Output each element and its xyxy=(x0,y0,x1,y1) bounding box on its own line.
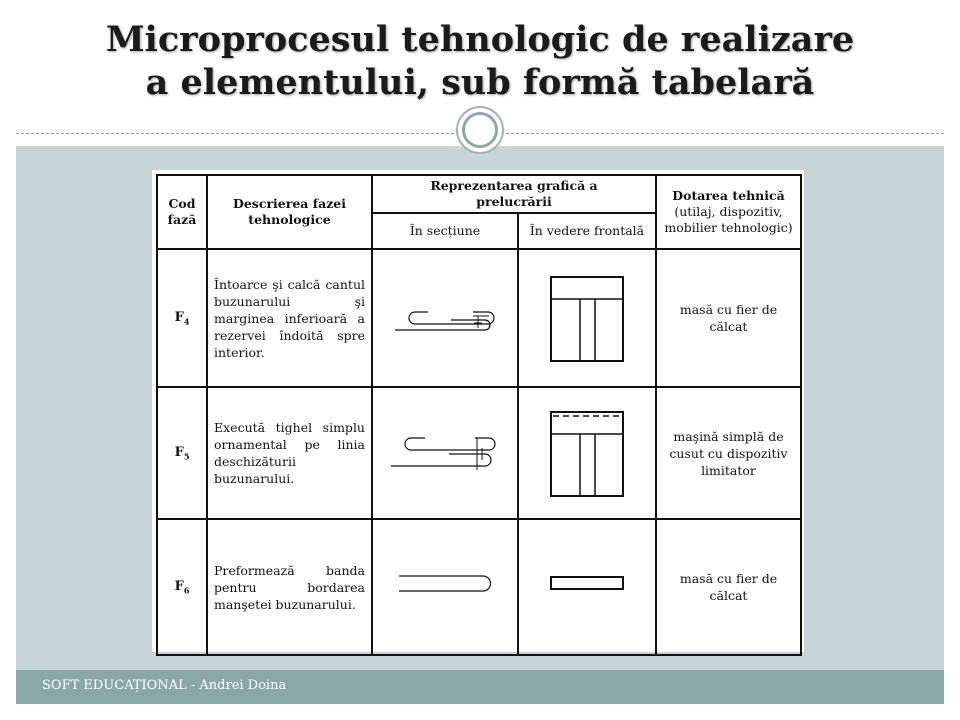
band-front-icon xyxy=(519,520,657,654)
section-drawing xyxy=(372,387,518,519)
decorative-ring-icon xyxy=(462,112,498,148)
section-drawing xyxy=(372,519,518,655)
title-line-2: a elementului, sub formă tabelară xyxy=(145,62,815,103)
table-row xyxy=(157,387,801,519)
pocket-stitch-front-icon xyxy=(519,388,657,518)
row-equipment: maşină simplă de cusut cu dispozitiv limitator xyxy=(656,387,801,519)
footer-credit: SOFT EDUCAȚIONAL - Andrei Doina xyxy=(42,678,287,693)
row-equipment: masă cu fier de călcat xyxy=(656,519,801,655)
fold-section-icon xyxy=(373,250,519,386)
header-code: Cod fază xyxy=(157,175,207,249)
band-section-icon xyxy=(373,520,519,654)
header-description: Descrierea fazei tehnologice xyxy=(207,175,372,249)
header-equipment-title: Dotarea tehnică xyxy=(672,188,785,203)
row-code: $F_4$ xyxy=(157,249,207,387)
header-section: În secțiune xyxy=(372,213,518,249)
header-equipment-detail: (utilaj, dispozitiv, mobilier tehnologic) xyxy=(664,204,793,235)
table-panel xyxy=(152,170,804,652)
header-front: În vedere frontală xyxy=(518,213,656,249)
stitch-section-icon xyxy=(373,388,519,518)
pocket-front-icon xyxy=(519,250,657,386)
row-description: Preformează banda pentru bordarea manşetei buzunarului. xyxy=(207,519,372,655)
title-line-1: Microprocesul tehnologic de realizare xyxy=(105,19,855,60)
row-description: Întoarce şi calcă cantul buzunarului şi marginea inferioară a rezervei îndoită spre interior. xyxy=(207,249,372,387)
front-drawing xyxy=(518,387,656,519)
section-drawing xyxy=(372,249,518,387)
row-code: $F_6$ xyxy=(157,519,207,655)
row-equipment: masă cu fier de călcat xyxy=(656,249,801,387)
header-equipment xyxy=(656,175,801,249)
table-row xyxy=(157,249,801,387)
header-graphic: Reprezentarea grafică a prelucrării xyxy=(372,175,656,213)
front-drawing xyxy=(518,249,656,387)
front-drawing xyxy=(518,519,656,655)
row-code: $F_5$ xyxy=(157,387,207,519)
table-row xyxy=(157,519,801,655)
row-description: Execută tighel simplu ornamental pe linia deschizăturii buzunarului. xyxy=(207,387,372,519)
process-table xyxy=(156,174,802,656)
